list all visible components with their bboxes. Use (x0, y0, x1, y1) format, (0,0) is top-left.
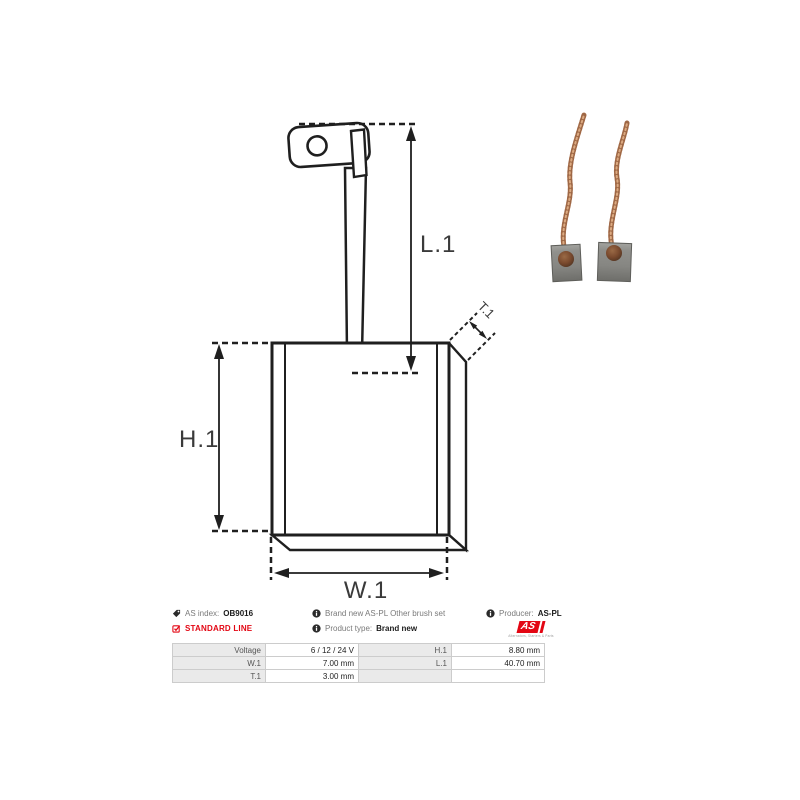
brush-wire-right (611, 123, 627, 250)
terminal-hole (307, 136, 327, 156)
info-icon (312, 624, 321, 633)
l1-label: L.1 (420, 231, 457, 258)
logo-as-text: AS (517, 621, 541, 633)
product-type (312, 623, 417, 633)
spec-value: 6 / 12 / 24 V (266, 644, 359, 657)
info-icon (486, 609, 495, 618)
producer-label: Producer: (499, 608, 534, 618)
terminal-tab (351, 130, 367, 178)
standard-line-label: STANDARD LINE (185, 623, 253, 633)
spec-value: 40.70 mm (452, 657, 545, 670)
brush-bottom-face (272, 535, 466, 550)
product-type-label: Product type: (325, 623, 373, 633)
as-index-label: AS index: (185, 608, 220, 618)
producer (486, 608, 562, 618)
table-row (173, 657, 545, 670)
info-icon (312, 609, 321, 618)
brush-eyelet-left (558, 251, 574, 267)
standard-line-badge (172, 623, 252, 633)
table-row (173, 670, 545, 683)
w1-label: W.1 (343, 577, 389, 604)
brush-eyelet-right (606, 245, 622, 261)
logo-tagline: Alternators, Starters & Parts (508, 634, 554, 638)
brush-front-face (272, 343, 449, 535)
logo-slash (539, 621, 545, 633)
as-index-value: OB9016 (223, 608, 254, 618)
producer-value: AS-PL (537, 608, 562, 618)
product-photo (551, 115, 632, 282)
product-description-text: Brand new AS-PL Other brush set (325, 608, 446, 618)
spec-label: W.1 (173, 657, 266, 670)
brush-wire-left (563, 115, 584, 255)
lead-strip (345, 168, 366, 369)
spec-label: H.1 (359, 644, 452, 657)
technical-drawing (179, 122, 498, 604)
h1-label: H.1 (179, 426, 220, 453)
spec-value: 8.80 mm (452, 644, 545, 657)
checkbox-checked-icon (172, 624, 181, 633)
spec-label: Voltage (173, 644, 266, 657)
as-pl-logo (508, 620, 554, 638)
spec-value (452, 670, 545, 683)
spec-value: 7.00 mm (266, 657, 359, 670)
spec-label: T.1 (173, 670, 266, 683)
table-row (173, 644, 545, 657)
tag-icon (172, 609, 181, 618)
product-type-value: Brand new (376, 623, 418, 633)
brush-side-face (449, 343, 466, 550)
spec-value: 3.00 mm (266, 670, 359, 683)
spec-label (359, 670, 452, 683)
spec-table (172, 643, 545, 683)
product-description (312, 608, 445, 618)
spec-label: L.1 (359, 657, 452, 670)
t1-label: T.1 (474, 298, 498, 322)
as-index (172, 608, 253, 618)
